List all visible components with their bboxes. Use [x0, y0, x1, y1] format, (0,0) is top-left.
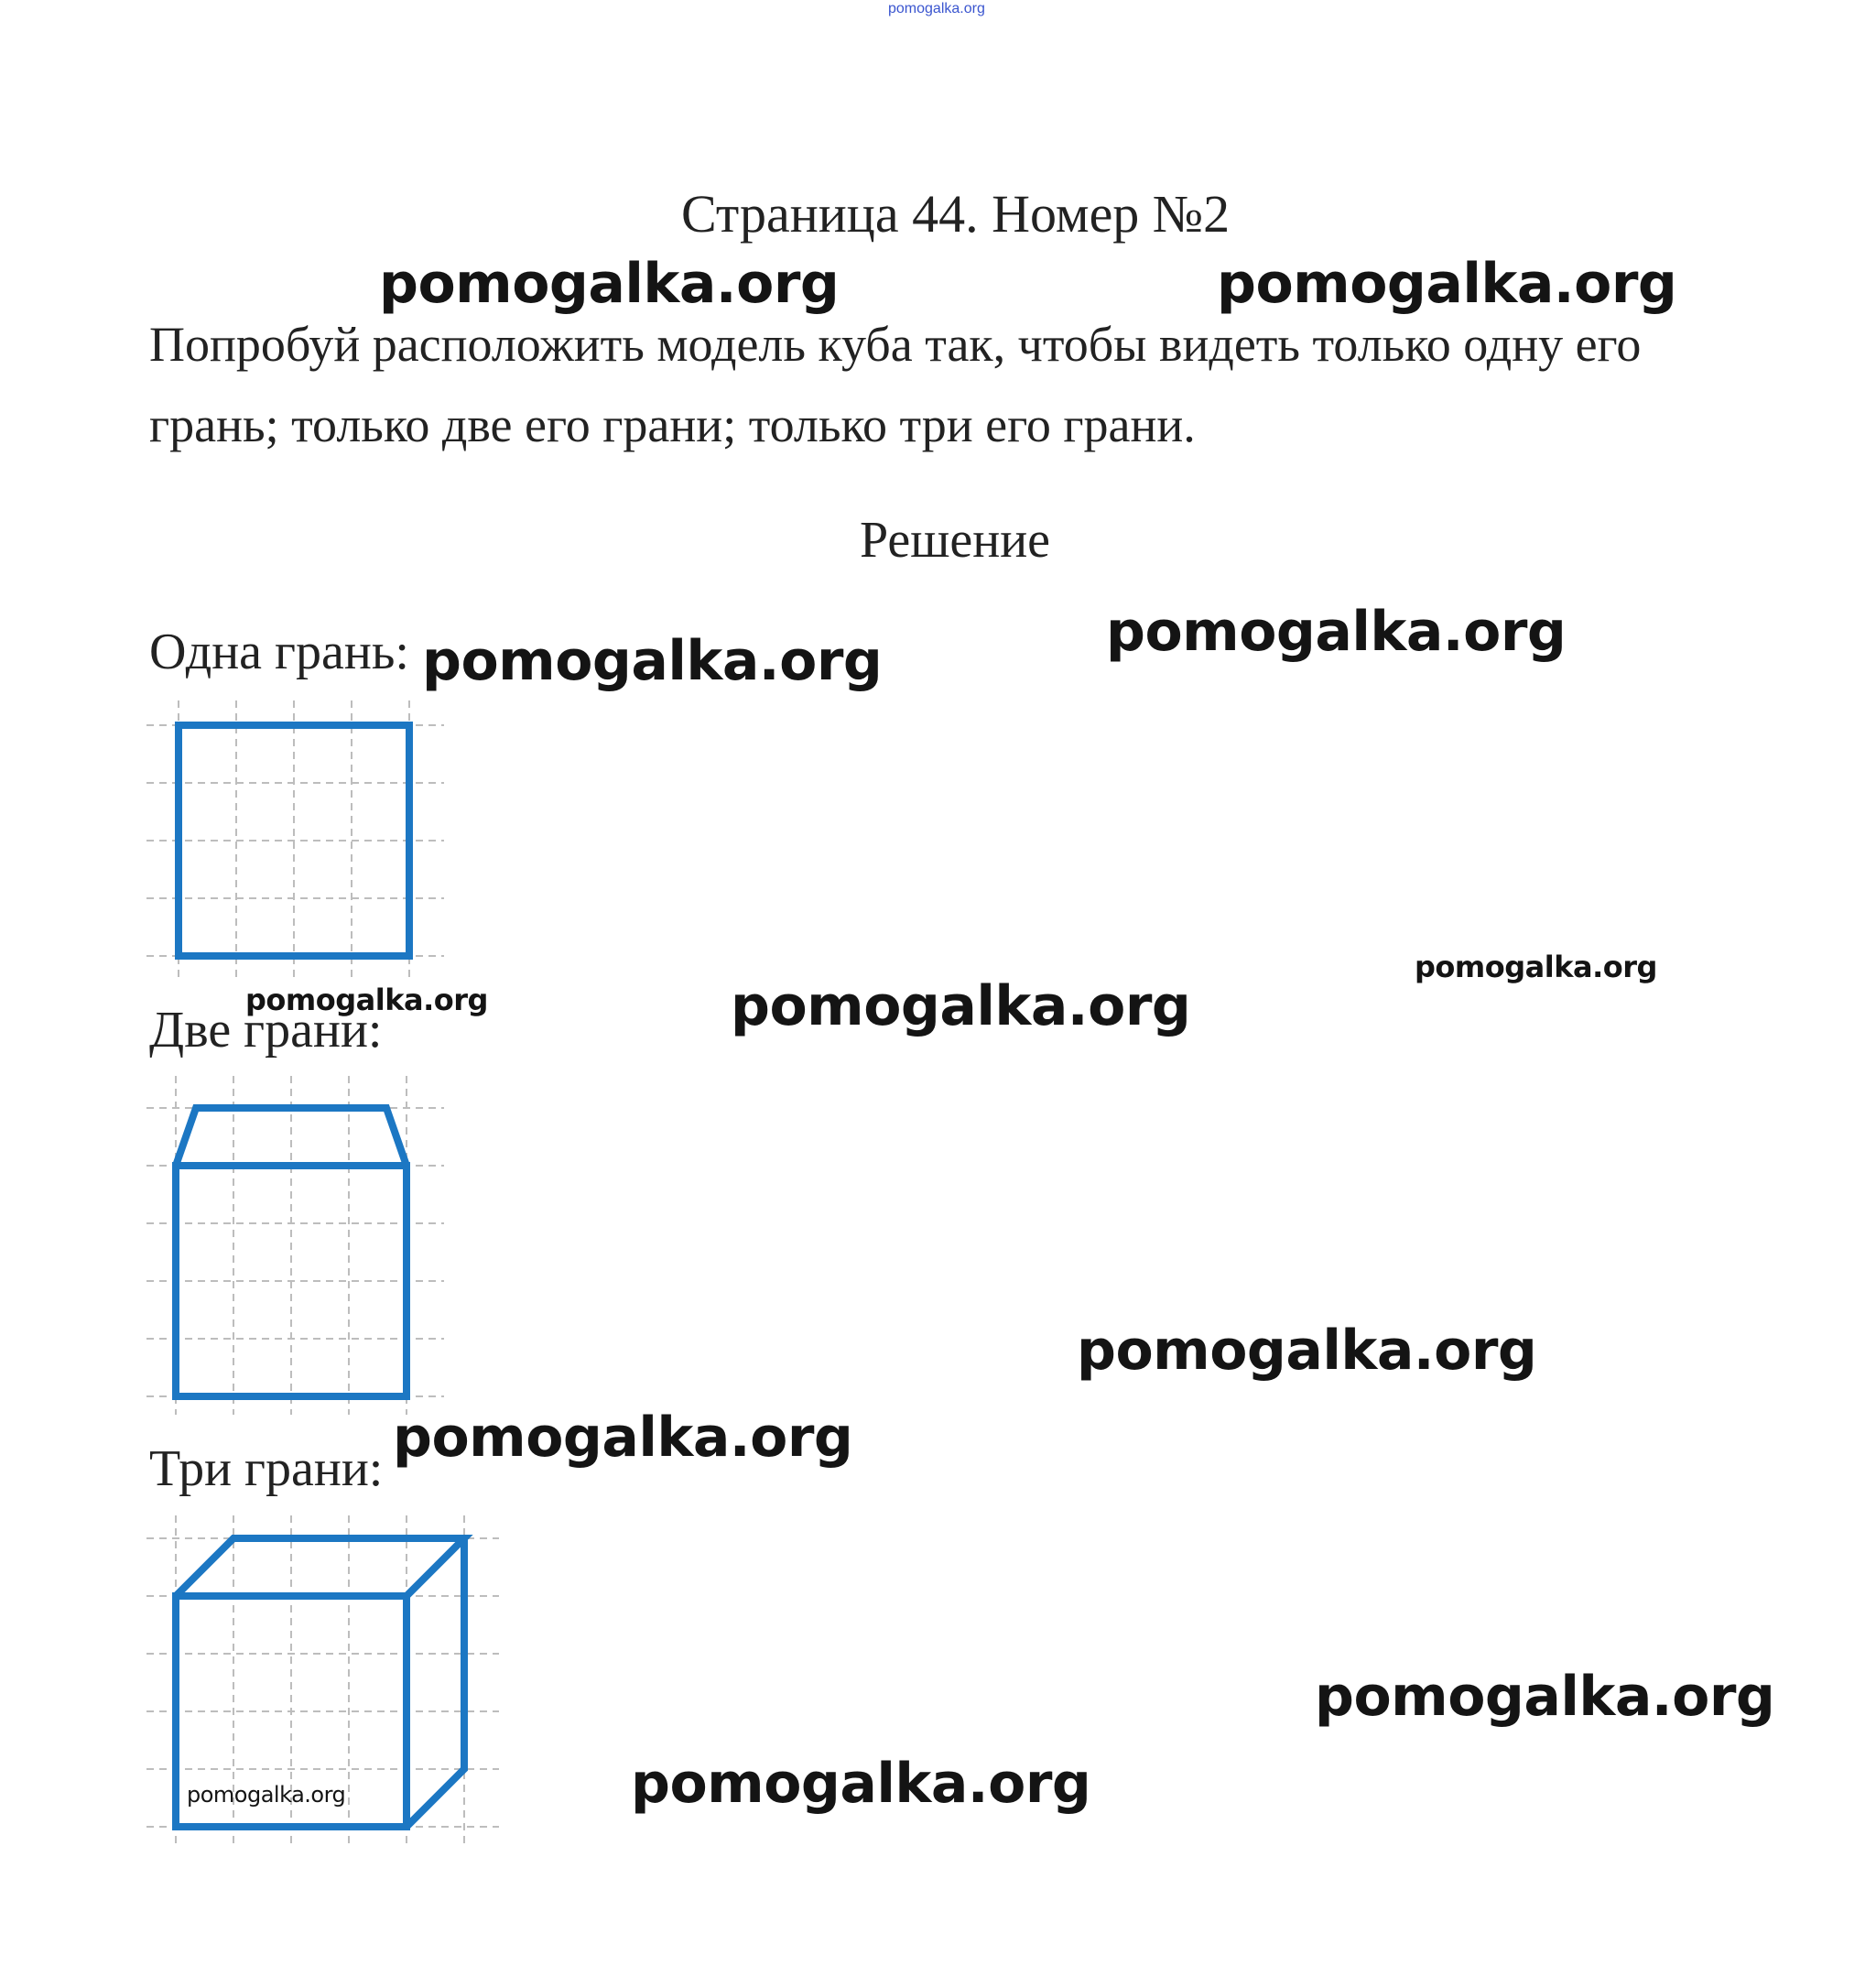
figure-two-faces — [146, 1071, 449, 1419]
watermark: pomogalka.org — [1106, 600, 1567, 664]
label-two-faces: Две грани: — [149, 1002, 383, 1059]
watermark: pomogalka.org — [631, 1752, 1091, 1816]
watermark: pomogalka.org — [393, 1406, 853, 1470]
label-one-face: Одна грань: — [149, 624, 409, 680]
cube-two-faces — [176, 1108, 407, 1396]
page-title: Страница 44. Номер №2 — [681, 184, 1231, 244]
figure-one-face — [146, 696, 449, 989]
watermark: pomogalka.org — [1217, 252, 1677, 316]
watermark: pomogalka.org — [1315, 1665, 1775, 1729]
watermark: pomogalka.org — [1415, 950, 1657, 984]
watermark: pomogalka.org — [1077, 1319, 1537, 1383]
watermark: pomogalka.org — [245, 983, 488, 1017]
label-three-faces: Три грани: — [149, 1440, 384, 1497]
watermark: pomogalka.org — [731, 974, 1191, 1038]
solution-heading: Решение — [860, 512, 1051, 569]
watermark: pomogalka.org — [379, 252, 840, 316]
watermark: pomogalka.org — [422, 629, 883, 693]
task-text: Попробуй расположить модель куба так, чтобы видеть только одну его грань; только две его грани; только три его грани. — [149, 317, 1642, 452]
watermark: pomogalka.org — [187, 1782, 346, 1808]
site-link[interactable]: pomogalka.org — [888, 1, 985, 16]
grid — [146, 700, 444, 980]
